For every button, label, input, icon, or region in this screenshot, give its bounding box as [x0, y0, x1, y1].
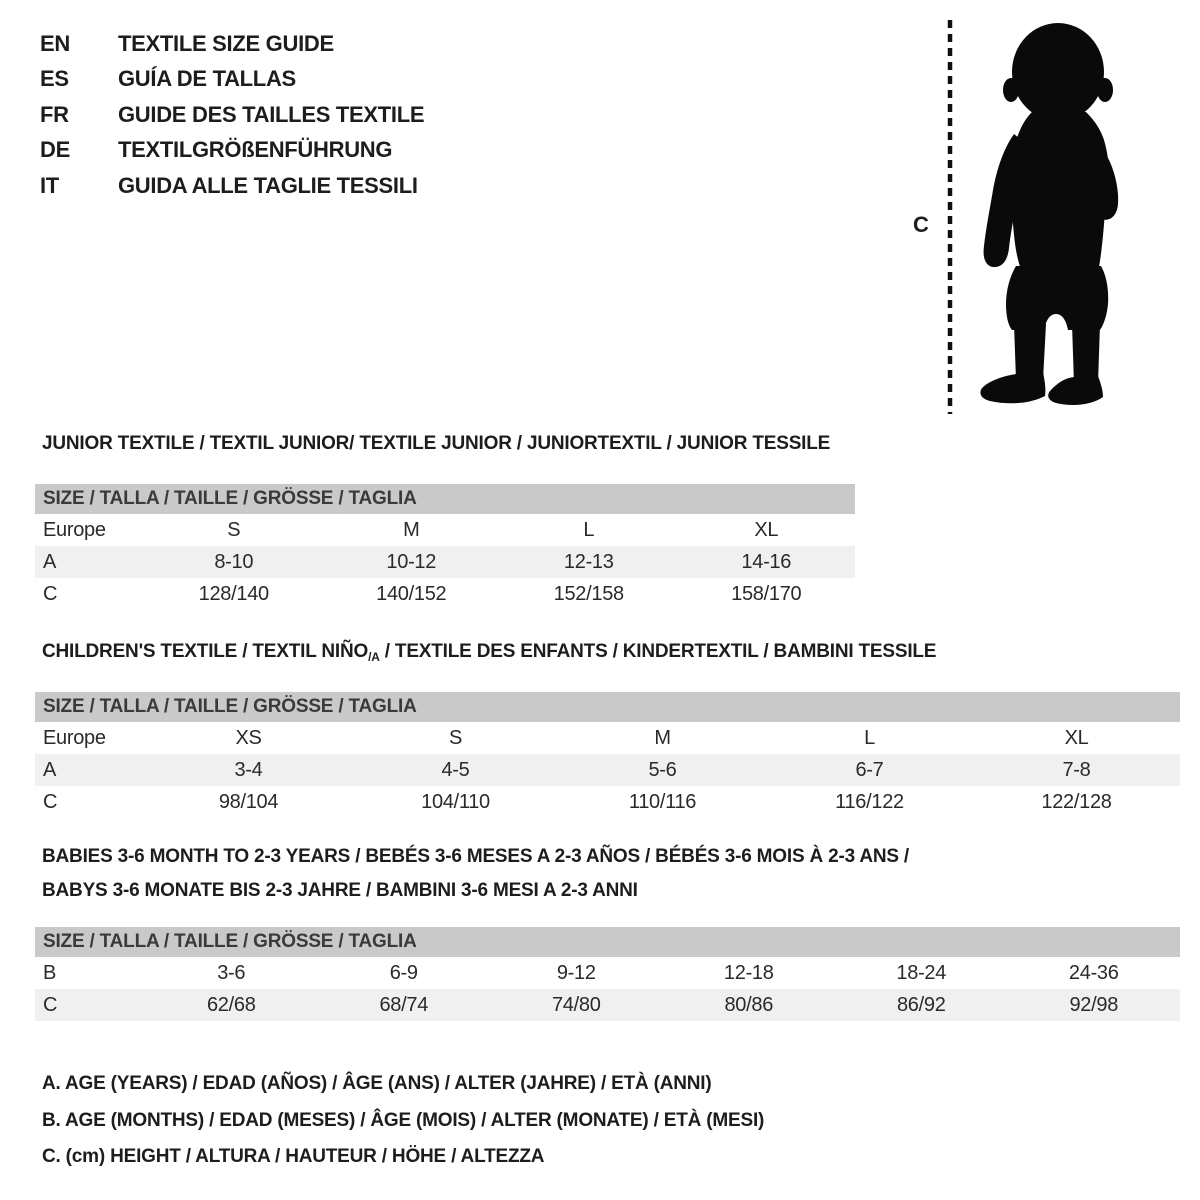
table-cell: 92/98: [1069, 993, 1119, 1016]
children-title-suffix: / TEXTILE DES ENFANTS / KINDERTEXTIL / BAMBINI TESSILE: [379, 641, 937, 662]
size-column: S: [227, 518, 241, 541]
table-cell: 10-12: [386, 550, 437, 573]
children-section-title: [42, 641, 936, 664]
language-title-list: [40, 26, 424, 204]
legend-item-b: B. AGE (MONTHS) / EDAD (MESES) / ÂGE (MOIS) / ALTER (MONATE) / ETÀ (MESI): [42, 1109, 765, 1131]
region-label: Europe: [43, 518, 106, 541]
junior-table-columns-row: [35, 514, 855, 546]
language-code: DE: [40, 137, 70, 163]
language-row-de: [40, 133, 424, 169]
children-title-sub: /A: [368, 650, 380, 664]
babies-section-title: [42, 840, 909, 908]
table-cell: 140/152: [376, 582, 447, 605]
children-table-header-bar: SIZE / TALLA / TAILLE / GRÖSSE / TAGLIA: [35, 692, 1180, 722]
height-line-label: C: [913, 212, 929, 237]
table-cell: 18-24: [896, 961, 947, 984]
language-code: EN: [40, 30, 70, 56]
junior-section-title: JUNIOR TEXTILE / TEXTIL JUNIOR/ TEXTILE JUNIOR / JUNIORTEXTIL / JUNIOR TESSILE: [42, 433, 831, 454]
size-column: L: [583, 518, 595, 541]
table-row: [35, 957, 1180, 989]
babies-title-line2: BABYS 3-6 MONATE BIS 2-3 JAHRE / BAMBINI 3-6 MESI A 2-3 ANNI: [42, 880, 638, 901]
table-cell: 5-6: [648, 758, 677, 781]
language-code: ES: [40, 66, 69, 92]
guide-title-en: TEXTILE SIZE GUIDE: [118, 30, 334, 56]
table-cell: 3-4: [234, 758, 263, 781]
row-label: C: [43, 790, 58, 813]
table-cell: 7-8: [1062, 758, 1091, 781]
table-cell: 3-6: [217, 961, 246, 984]
table-row: [35, 754, 1180, 786]
table-cell: 6-9: [389, 961, 418, 984]
language-row-it: [40, 168, 424, 204]
table-cell: 98/104: [218, 790, 279, 813]
table-row: [35, 546, 855, 578]
table-cell: 8-10: [214, 550, 254, 573]
table-cell: 86/92: [896, 993, 946, 1016]
junior-table-header-bar: SIZE / TALLA / TAILLE / GRÖSSE / TAGLIA: [35, 484, 855, 514]
guide-title-fr: GUIDE DES TAILLES TEXTILE: [118, 101, 425, 127]
babies-table-header-bar: SIZE / TALLA / TAILLE / GRÖSSE / TAGLIA: [35, 927, 1180, 957]
guide-title-es: GUÍA DE TALLAS: [118, 66, 296, 92]
baby-silhouette: [980, 23, 1118, 405]
table-cell: 24-36: [1068, 961, 1119, 984]
legend-item-c: C. (cm) HEIGHT / ALTURA / HAUTEUR / HÖHE / ALTEZZA: [42, 1146, 545, 1168]
table-cell: 74/80: [551, 993, 601, 1016]
table-row: [35, 578, 855, 610]
size-column: XL: [754, 518, 779, 541]
children-title-prefix: CHILDREN'S TEXTILE / TEXTIL NIÑO: [42, 641, 369, 662]
table-cell: 14-16: [741, 550, 792, 573]
babies-title-line1: BABIES 3-6 MONTH TO 2-3 YEARS / BEBÉS 3-6 MESES A 2-3 AÑOS / BÉBÉS 3-6 MOIS À 2-3 ANS /: [42, 846, 910, 867]
language-row-es: [40, 62, 424, 98]
table-cell: 12-18: [723, 961, 774, 984]
table-cell: 116/122: [835, 790, 904, 813]
table-cell: 12-13: [563, 550, 614, 573]
table-cell: 152/158: [553, 582, 624, 605]
row-label: A: [43, 758, 57, 781]
table-cell: 128/140: [198, 582, 269, 605]
row-label: B: [43, 961, 57, 984]
children-size-table: [35, 692, 1180, 818]
table-cell: 6-7: [855, 758, 884, 781]
row-label: C: [43, 993, 58, 1016]
table-row: [35, 786, 1180, 818]
junior-size-table: [35, 484, 855, 610]
language-row-en: [40, 26, 424, 62]
guide-title-de: TEXTILGRÖßENFÜHRUNG: [118, 137, 393, 163]
table-cell: 158/170: [731, 582, 802, 605]
row-label: C: [43, 582, 58, 605]
guide-title-it: GUIDA ALLE TAGLIE TESSILI: [118, 172, 418, 198]
legend-item-a: A. AGE (YEARS) / EDAD (AÑOS) / ÂGE (ANS) / ALTER (JAHRE) / ETÀ (ANNI): [42, 1073, 712, 1095]
table-row: [35, 989, 1180, 1021]
row-label: A: [43, 550, 57, 573]
table-cell: 62/68: [206, 993, 256, 1016]
measurement-legend: [42, 1066, 764, 1176]
table-cell: 68/74: [379, 993, 429, 1016]
table-cell: 110/116: [628, 790, 697, 813]
table-cell: 80/86: [724, 993, 774, 1016]
language-code: FR: [40, 101, 69, 127]
table-cell: 104/110: [421, 790, 490, 813]
size-column: M: [403, 518, 420, 541]
babies-size-table: [35, 927, 1180, 1021]
table-cell: 4-5: [441, 758, 470, 781]
language-code: IT: [40, 172, 59, 198]
size-column: S: [448, 726, 463, 749]
children-table-columns-row: [35, 722, 1180, 754]
size-column: L: [864, 726, 875, 749]
baby-silhouette-figure: [900, 14, 1150, 418]
table-cell: 122/128: [1041, 790, 1112, 813]
size-column: XL: [1064, 726, 1089, 749]
region-label: Europe: [43, 726, 106, 749]
size-column: XS: [235, 726, 262, 749]
table-cell: 9-12: [556, 961, 596, 984]
size-column: M: [654, 726, 671, 749]
language-row-fr: [40, 97, 424, 133]
